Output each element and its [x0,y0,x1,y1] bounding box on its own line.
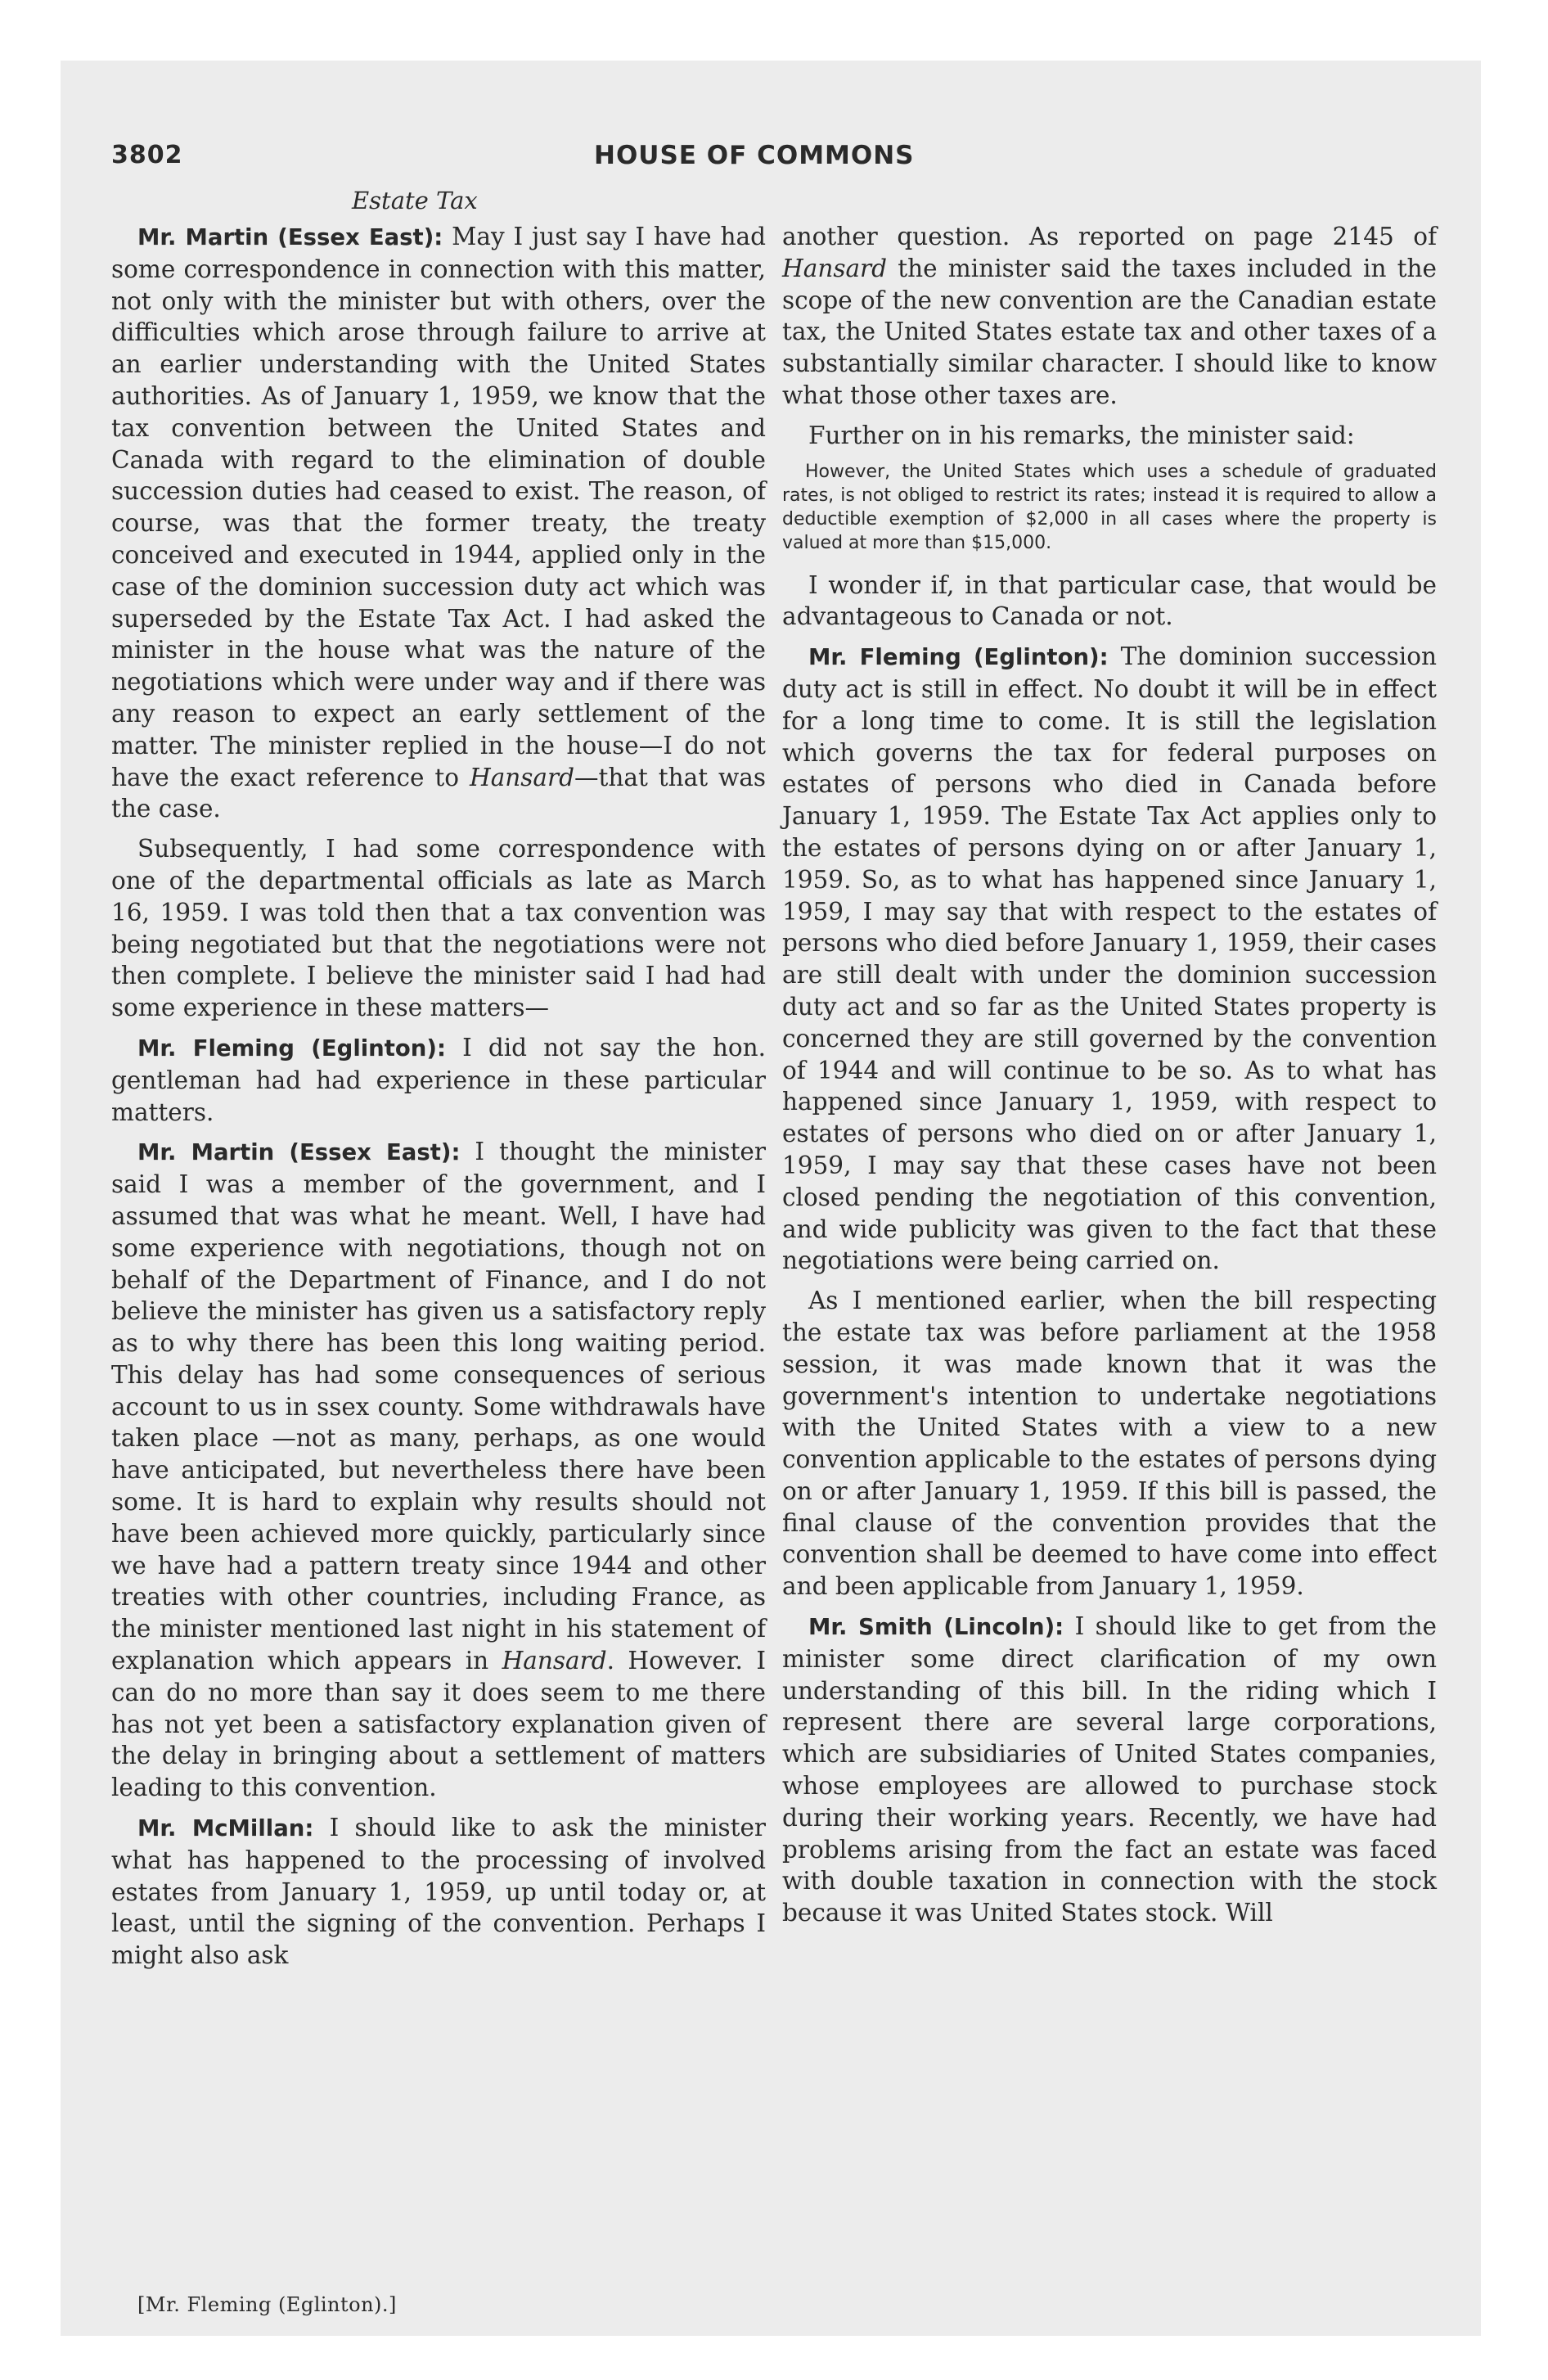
speech-text-tail: —that that was the case. [111,763,767,823]
paragraph-martin-3 [111,1136,766,1804]
paragraph-wonder: I wonder if, in that particular case, that would be advantageous to Canada or not. [782,570,1437,631]
paragraph-further: Further on in his remarks, the minister said: [808,421,1355,449]
page-header [111,141,1437,182]
paragraph-continuation [782,221,1437,412]
subject-heading: Estate Tax [352,187,478,214]
footer-speaker-note: [Mr. Fleming (Eglinton).] [137,2293,397,2316]
speech-text: I should like to get from the minister some direct clarification of my own understanding of this bill. In the riding which I represent there are several large corporations, which are subsidiaries of United States companies, whose employees are allowed to purchase stock during their working years. Recently, we have had problems arising from the fact an estate was faced with double taxation in connection with the stock because it was United States stock. Will [782,1612,1437,1927]
speech-text-tail: . However. I can do no more than say it does seem to me there has not yet been a satisfactory explanation given of the delay in bringing about a settlement of matters leading to this convention. [111,1647,766,1802]
speech-text: I did not say the hon. gentleman had had experience in these particular matters. [111,1033,766,1126]
speech-text: I should like to ask the minister what has happened to the processing of involved estates from January 1, 1959, up until today or, at least, until the signing of the convention. Perhaps I might also ask [111,1814,766,1970]
speaker-name: Mr. Fleming (Eglinton): [808,644,1109,671]
hansard-ref: Hansard [782,254,888,282]
quoted-passage: However, the United States which uses a schedule of graduated rates, is not obliged to restrict its rates; instead it is required to allow a deductible exemption of $2,000 in all cases where the property is valued at more than $15,000. [782,461,1437,553]
left-column [111,221,766,1980]
speaker-name: Mr. McMillan: [137,1815,314,1842]
speaker-name: Mr. Smith (Lincoln): [808,1614,1064,1641]
paragraph-fleming-2 [782,641,1437,1277]
paragraph-martin-2 [111,833,766,1024]
page-number: 3802 [111,141,183,169]
running-head: HOUSE OF COMMONS [594,141,915,170]
speaker-name: Mr. Fleming (Eglinton): [137,1034,446,1062]
paragraph-mcmillan [111,1812,766,1972]
hansard-ref: Hansard [469,763,575,791]
paragraph-smith [782,1611,1437,1929]
speech-text: May I just say I have had some correspondence in connection with this matter, not only with the minister but with others, over the difficulties which arose through failure to arrive at an earlier understanding with the United States authorities. As of January 1, 1959, we know that the tax convention between the United States and Canada with regard to the elimination of double succession duties had ceased to exist. The reason, of course, was that the former treaty, the treaty conceived and executed in 1944, applied only in the case of the dominion succession duty act which was superseded by the Estate Tax Act. I had asked the minister in the house what was the nature of the negotiations which were under way and if there was any reason to expect an early settlement of the matter. The minister replied in the house—I do not have the exact reference to [111,223,766,791]
paragraph-fleming-1 [111,1032,766,1128]
speech-text: The dominion succession duty act is still in effect. No doubt it will be in effect for a long time to come. It is still the legislation which governs the tax for federal purposes on estates of persons who died in Canada before January 1, 1959. The Estate Tax Act applies only to the estates of persons dying on or after January 1, 1959. So, as to what has happened since January 1, 1959, I may say that with respect to the estates of persons who died before January 1, 1959, their cases are still dealt with under the dominion succession duty act and so far as the United States property is concerned they are still governed by the convention of 1944 and will continue to be so. As to what has happened since January 1, 1959, with respect to estates of persons who died on or after January 1, 1959, I may say that these cases have not been closed pending the negotiation of this convention, and wide publicity was given to the fact that these negotiations were being carried on. [782,642,1437,1275]
paragraph-martin-1 [111,221,766,825]
speech-text: Subsequently, I had some correspondence with one of the departmental officials as late as March 16, 1959. I was told then that a tax convention was being negotiated but that the negotiations were not then complete. I believe the minister said I had had some experience in these matters— [111,835,766,1022]
speech-text-tail: the minister said the taxes included in the scope of the new convention are the Canadian estate tax, the United States estate tax and other taxes of a substantially similar character. I should like to know what those other taxes are. [782,254,1437,409]
speaker-name: Mr. Martin (Essex East): [137,1139,461,1166]
right-column [782,221,1437,1937]
speech-text: I thought the minister said I was a member of the government, and I assumed that was what he meant. Well, I have had some experience with negotiations, though not on behalf of the Department of Finance, and I do not believe the minister has given us a satisfactory reply as to why there has been this long waiting period. This delay has had some consequences of serious account to us in ssex county. Some withdrawals have taken place —not as many, perhaps, as one would have anticipated, but nevertheless there have been some. It is hard to explain why results should not have been achieved more quickly, particularly since we have had a pattern treaty since 1944 and other treaties with other countries, including France, as the minister mentioned last night in his statement of explanation which appears in [111,1138,766,1675]
hansard-ref: Hansard [502,1647,607,1675]
speaker-name: Mr. Martin (Essex East): [137,224,443,250]
speech-text: another question. As reported on page 2145 of [782,223,1437,250]
paragraph-mentioned: As I mentioned earlier, when the bill respecting the estate tax was before parliament at the 1958 session, it was made known that it was the government's intention to undertake negotiations with the United States with a view to a new convention applicable to the estates of persons dying on or after January 1, 1959. If this bill is passed, the final clause of the convention provides that the convention shall be deemed to have come into effect and been applicable from January 1, 1959. [782,1287,1437,1601]
